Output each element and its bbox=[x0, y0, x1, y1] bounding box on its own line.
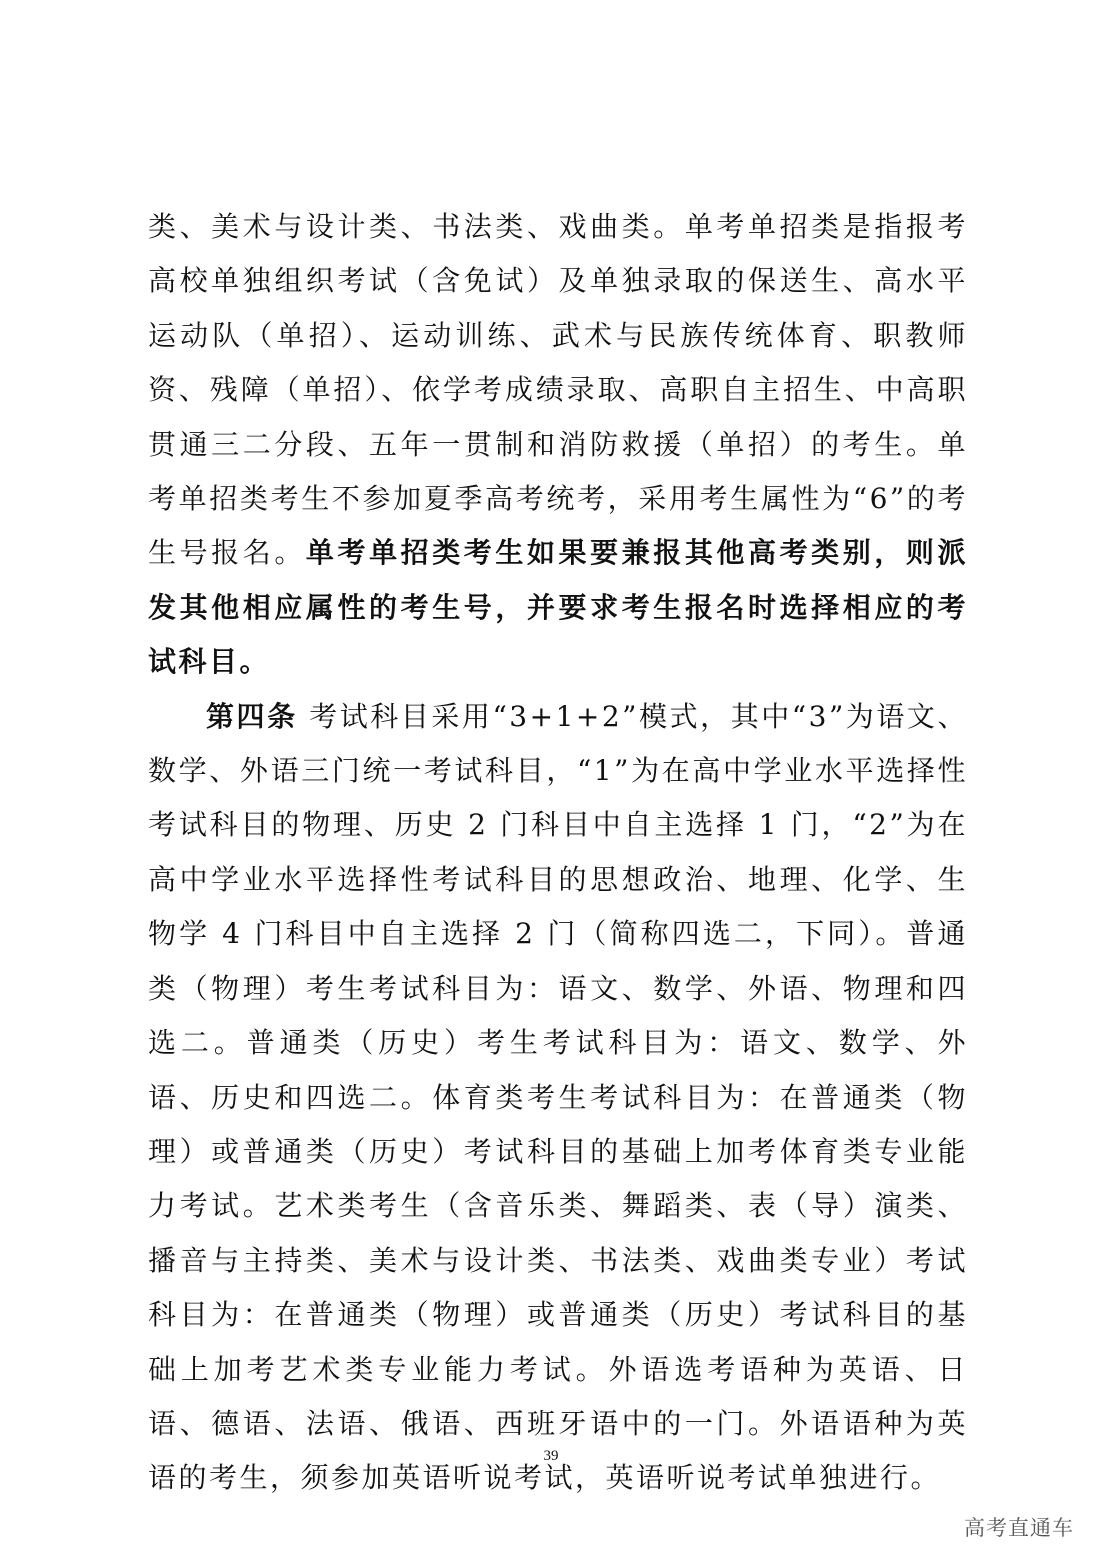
paragraph-text: 类、美术与设计类、书法类、戏曲类。单考单招类是指报考高校单独组织考试（含免试）及单独录取的保送生、高水平运动队（单招）、运动训练、武术与民族传统体育、职教师资、残障（单招）、依学考成绩录取、高职自主招生、中高职贯通三二分段、五年一贯制和消防救援（单招）的考生。单考单招类考生不参加夏季高考统考，采用考生属性为“6”的考生号报名。 bbox=[148, 210, 968, 570]
watermark: 高考直通车 bbox=[964, 1516, 1074, 1540]
document-body bbox=[148, 200, 968, 1506]
paragraph-bold-text: 单考单招类考生如果要兼报其他高考类别，则派发其他相应属性的考生号，并要求考生报名时选择相应的考试科目。 bbox=[148, 536, 968, 679]
article-heading: 第四条 bbox=[206, 699, 298, 733]
article-spacer bbox=[298, 700, 309, 733]
paragraph-continued bbox=[148, 200, 968, 690]
article-text: 考试科目采用“3+1+2”模式，其中“3”为语文、数学、外语三门统一考试科目，“1”为在高中学业水平选择性考试科目的物理、历史 2 门科目中自主选择 1 门，“2”为在高中学业水平选择性考试科目的思想政治、地理、化学、生物学 4 门科目中自主选择 2 门（简称四选二，下同）。普通类（物理）考生考试科目为：语文、数学、外语、物理和四选二。普通类（历史）考生考试科目为：语文、数学、外语、历史和四选二。体育类考生考试科目为：在普通类（物理）或普通类（历史）考试科目的基础上加考体育类专业能力考试。艺术类考生（含音乐类、舞蹈类、表（导）演类、播音与主持类、美术与设计类、书法类、戏曲类专业）考试科目为：在普通类（物理）或普通类（历史）考试科目的基础上加考艺术类专业能力考试。外语选考语种为英语、日语、德语、法语、俄语、西班牙语中的一门。外语语种为英语的考生，须参加英语听说考试，英语听说考试单独进行。 bbox=[148, 699, 968, 1495]
article-four bbox=[148, 690, 968, 1506]
page-number: 39 bbox=[543, 1448, 559, 1464]
